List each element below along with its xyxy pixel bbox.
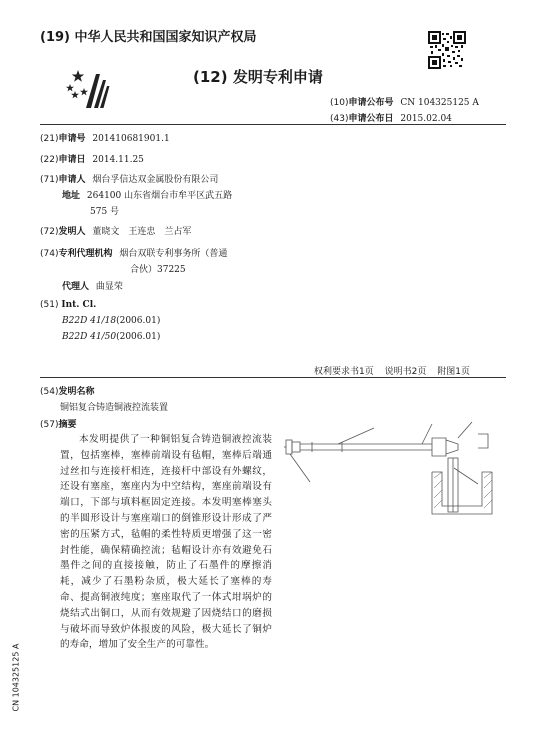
agent-label: 代理人 [62, 282, 90, 292]
qr-code-icon [428, 31, 466, 69]
pub-date-row [330, 111, 452, 124]
ipc1-version: (2006.01) [116, 316, 161, 326]
app-no-value: 201410681901.1 [92, 134, 170, 144]
drawing-pages: 附图1页 [437, 367, 470, 377]
doc-kind-code: (12) [193, 68, 228, 86]
int-cl-row [40, 300, 96, 310]
ipc2-version: (2006.01) [116, 332, 161, 342]
office-code: (19) [40, 30, 70, 45]
agent-value: 曲显荣 [95, 282, 123, 292]
abstract-heading [40, 417, 77, 430]
description-pages: 说明书2页 [384, 367, 427, 377]
agency-row [40, 246, 227, 259]
claims-pages: 权利要求书1页 [314, 367, 374, 377]
ipc-row-2 [62, 332, 160, 342]
doc-kind-label: 发明专利申请 [232, 68, 323, 86]
page-counts [314, 364, 470, 377]
pub-date-value: 2015.02.04 [400, 114, 452, 124]
agency-label: 专利代理机构 [58, 249, 113, 259]
title-heading [40, 384, 95, 397]
office-header [40, 26, 257, 45]
agency-line2: 合伙）37225 [130, 265, 186, 275]
abstract-code: (57) [40, 420, 59, 430]
inventor-label: 发明人 [58, 227, 86, 237]
inventor-value: 董晓文 王连忠 兰占军 [92, 227, 192, 237]
pub-no-label: 申请公布号 [348, 98, 394, 108]
pub-date-label: 申请公布日 [348, 114, 394, 124]
divider-top [40, 124, 506, 125]
ipc-row-1 [62, 316, 160, 326]
applicant-value: 烟台孚信达双金属股份有限公司 [92, 175, 219, 185]
invention-title: 铜铝复合铸造铜液控流装置 [60, 403, 169, 413]
applicant-row [40, 172, 218, 185]
app-number-row [40, 131, 170, 144]
agent-row [62, 279, 123, 292]
applicant-code: (71) [40, 175, 59, 185]
address-row [62, 188, 232, 201]
ipc1-class: B22D 41/18 [62, 316, 117, 326]
pub-number-row [330, 95, 479, 108]
address-label: 地址 [62, 191, 81, 201]
app-date-code: (22) [40, 155, 59, 165]
int-cl-code: (51) [40, 300, 59, 310]
inventor-row [40, 224, 191, 237]
applicant-label: 申请人 [58, 175, 86, 185]
pub-no-code: (10) [330, 98, 349, 108]
divider-middle [40, 377, 506, 378]
agency-code: (74) [40, 249, 59, 259]
app-date-row [40, 152, 144, 165]
abstract-text: 本发明提供了一种铜铝复合铸造铜液控流装置，包括塞棒，塞棒前端设有毡帽，塞棒后端通过丝扣与连接杆相连，连接杆中部设有外螺纹，还设有塞座，塞座内为中空结构，塞座前端设有端口，下部与填料框固定连接。本发明塞棒塞头的半圆形设计与塞座端口的倒锥形设计形成了严密的压紧方式，毡帽的柔性特质更增强了这一密封性能，确保精确控流；毡帽设计亦有效避免石墨件之间的直接接触，防止了石墨件的摩擦消耗，减少了石墨粉杂质，极大延长了塞棒的寿命、提高铜液纯度；塞座取代了一体式坩埚炉的烧结式出铜口，从而有效规避了因烧结口的磨损与破坏而导致炉体报废的风险，极大延长了铜炉的寿命，增加了安全生产的可靠性。 [60, 434, 272, 651]
address-line2: 575 号 [90, 207, 120, 217]
national-emblem-icon [64, 66, 112, 110]
app-date-value: 2014.11.25 [92, 155, 144, 165]
address-line1: 264100 山东省烟台市牟平区武五路 [86, 191, 233, 201]
side-publication-number: CN 104325125 A [11, 643, 21, 712]
title-label: 发明名称 [58, 387, 95, 397]
app-date-label: 申请日 [58, 155, 86, 165]
pub-no-value: CN 104325125 A [400, 98, 479, 108]
inventor-code: (72) [40, 227, 59, 237]
int-cl-label: Int. Cl. [61, 300, 97, 310]
pub-date-code: (43) [330, 114, 349, 124]
device-drawing [282, 418, 504, 522]
abstract-label: 摘要 [58, 420, 77, 430]
office-name: 中华人民共和国国家知识产权局 [74, 30, 257, 45]
app-no-label: 申请号 [58, 134, 86, 144]
ipc2-class: B22D 41/50 [62, 332, 117, 342]
agency-line1: 烟台双联专利事务所（普通 [119, 249, 228, 259]
document-kind [193, 66, 323, 87]
title-code: (54) [40, 387, 59, 397]
app-no-code: (21) [40, 134, 59, 144]
